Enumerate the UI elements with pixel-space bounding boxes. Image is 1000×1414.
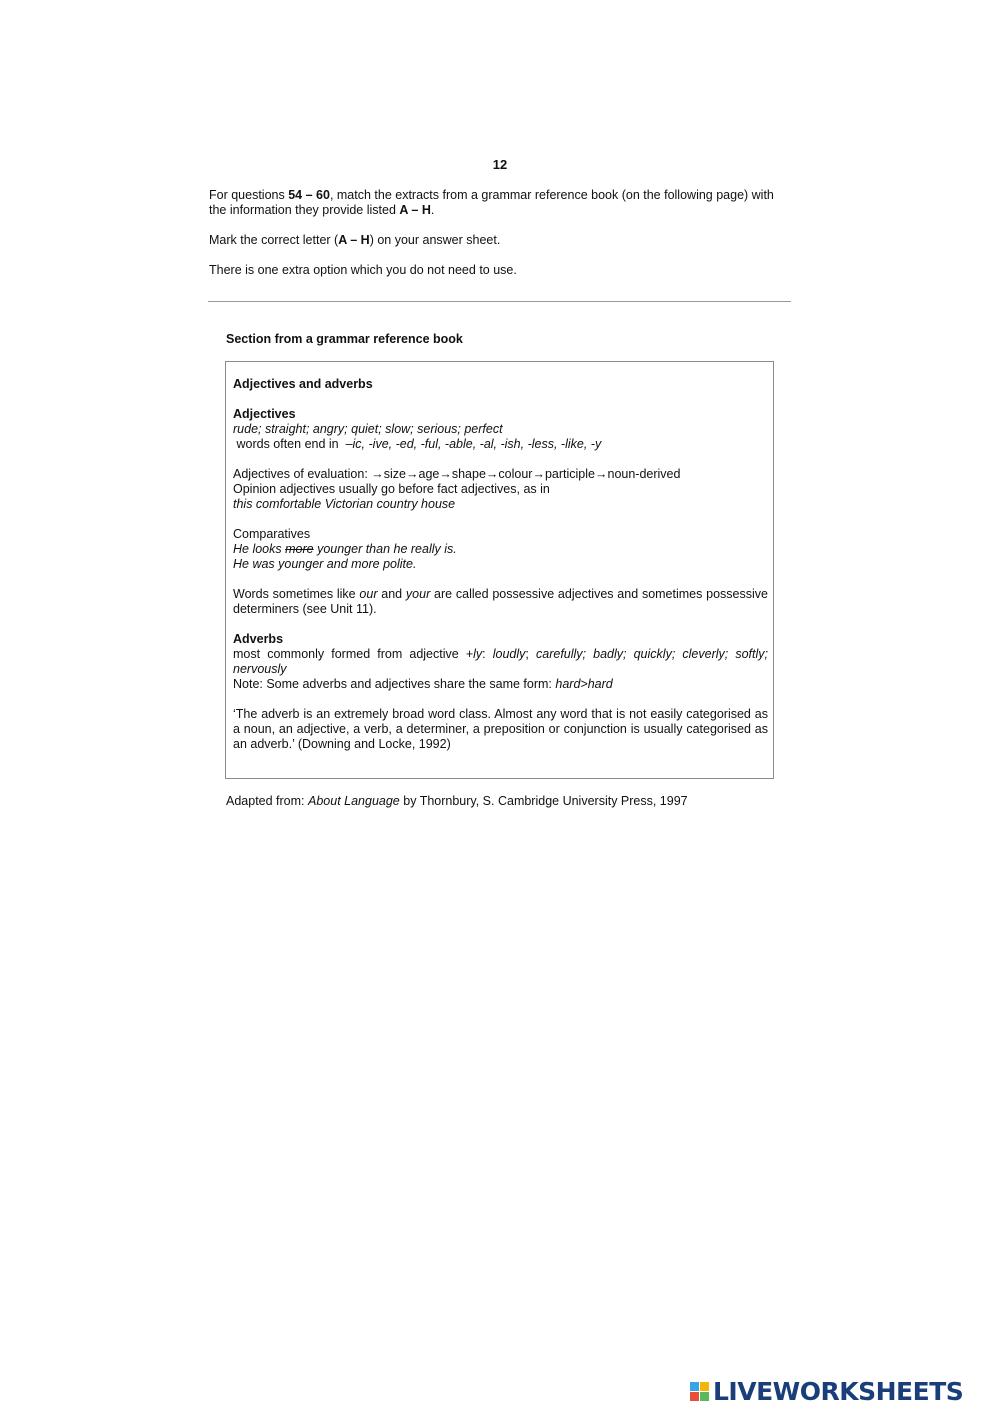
example-text: He looks bbox=[233, 542, 286, 556]
instruction-extra: There is one extra option which you do not need to use. bbox=[209, 263, 517, 277]
source-suffix: by Thornbury, S. Cambridge University Press, 1997 bbox=[399, 794, 688, 808]
evaluation-order: Adjectives of evaluation: →size→age→shape→colour→participle→noun-derived bbox=[233, 467, 681, 481]
endings-list: –ic, -ive, -ed, -ful, -able, -al, -ish, -less, -like, -y bbox=[345, 437, 602, 451]
adverb-note bbox=[233, 677, 768, 692]
adverb-text: most commonly formed from adjective + bbox=[233, 647, 474, 661]
quote-block: ‘The adverb is an extremely broad word class. Almost any word that is not easily categorised as a noun, an adjective, a verb, a determiner, a preposition or conjunction is usually categorised as an adverb.’ (Downing and Locke, 1992) bbox=[233, 707, 768, 751]
logo-tile bbox=[690, 1392, 699, 1401]
opinion-note: Opinion adjectives usually go before fact adjectives, as in bbox=[233, 482, 550, 496]
comparative-example-1 bbox=[233, 542, 768, 557]
possessive-word: our bbox=[359, 587, 378, 601]
evaluation-example: this comfortable Victorian country house bbox=[233, 497, 456, 511]
suffix-ly: ly bbox=[473, 647, 483, 661]
adverb-formation bbox=[233, 647, 768, 677]
section-heading: Section from a grammar reference book bbox=[226, 332, 463, 346]
source-prefix: Adapted from: bbox=[226, 794, 308, 808]
option-range: A – H bbox=[399, 203, 431, 217]
adjective-examples: rude; straight; angry; quiet; slow; serious; perfect bbox=[233, 422, 503, 436]
evaluation-block bbox=[233, 467, 768, 512]
instr-text: For questions bbox=[209, 188, 289, 202]
note-example: hard>hard bbox=[555, 677, 613, 691]
possessive-word: your bbox=[405, 587, 431, 601]
possessive-text: Words sometimes like bbox=[233, 587, 360, 601]
extract-title: Adjectives and adverbs bbox=[233, 377, 373, 391]
extract-content bbox=[233, 377, 768, 752]
question-range: 54 – 60 bbox=[288, 188, 330, 202]
adjective-endings bbox=[233, 437, 768, 452]
logo-mark-icon bbox=[690, 1382, 709, 1401]
instr-text: Mark the correct letter ( bbox=[209, 233, 339, 247]
adjectives-heading: Adjectives bbox=[233, 407, 296, 421]
instruction-mark bbox=[209, 233, 789, 248]
instructions bbox=[209, 188, 789, 293]
example-text: younger than he really is. bbox=[313, 542, 457, 556]
adverbs-heading: Adverbs bbox=[233, 632, 284, 646]
possessive-block bbox=[233, 587, 768, 617]
extract-box bbox=[225, 361, 774, 779]
instruction-match bbox=[209, 188, 789, 218]
endings-label: words often end in bbox=[233, 437, 346, 451]
comparatives-heading: Comparatives bbox=[233, 527, 311, 541]
logo-tile bbox=[700, 1382, 709, 1391]
note-text: Note: Some adverbs and adjectives share the same form: bbox=[233, 677, 556, 691]
logo-tile bbox=[700, 1392, 709, 1401]
adverb-example: loudly bbox=[492, 647, 526, 661]
adverbs-block bbox=[233, 632, 768, 692]
possessive-text: and bbox=[377, 587, 406, 601]
source-title: About Language bbox=[308, 794, 400, 808]
comparative-example-2: He was younger and more polite. bbox=[233, 557, 417, 571]
struck-word: more bbox=[285, 542, 314, 556]
adjectives-block bbox=[233, 407, 768, 452]
option-range: A – H bbox=[338, 233, 370, 247]
possessive-text: are called possessive adjectives and sometimes possessive determiners (see Unit 11). bbox=[233, 587, 768, 616]
page-number: 12 bbox=[492, 157, 508, 172]
comparatives-block bbox=[233, 527, 768, 572]
logo-tile bbox=[690, 1382, 699, 1391]
liveworksheets-logo bbox=[690, 1376, 963, 1406]
logo-text: LIVEWORKSHEETS bbox=[713, 1376, 964, 1406]
source-citation bbox=[226, 794, 688, 809]
divider bbox=[208, 301, 791, 302]
adverb-text: : bbox=[482, 647, 493, 661]
adverb-text: ; bbox=[525, 647, 537, 661]
instr-text: , match the extracts from a grammar reference book (on the following page) with the information they provide listed bbox=[209, 188, 774, 217]
instr-text: ) on your answer sheet. bbox=[369, 233, 501, 247]
instr-text: . bbox=[430, 203, 435, 217]
adverb-examples: carefully; badly; quickly; cleverly; softly; nervously bbox=[233, 647, 768, 676]
